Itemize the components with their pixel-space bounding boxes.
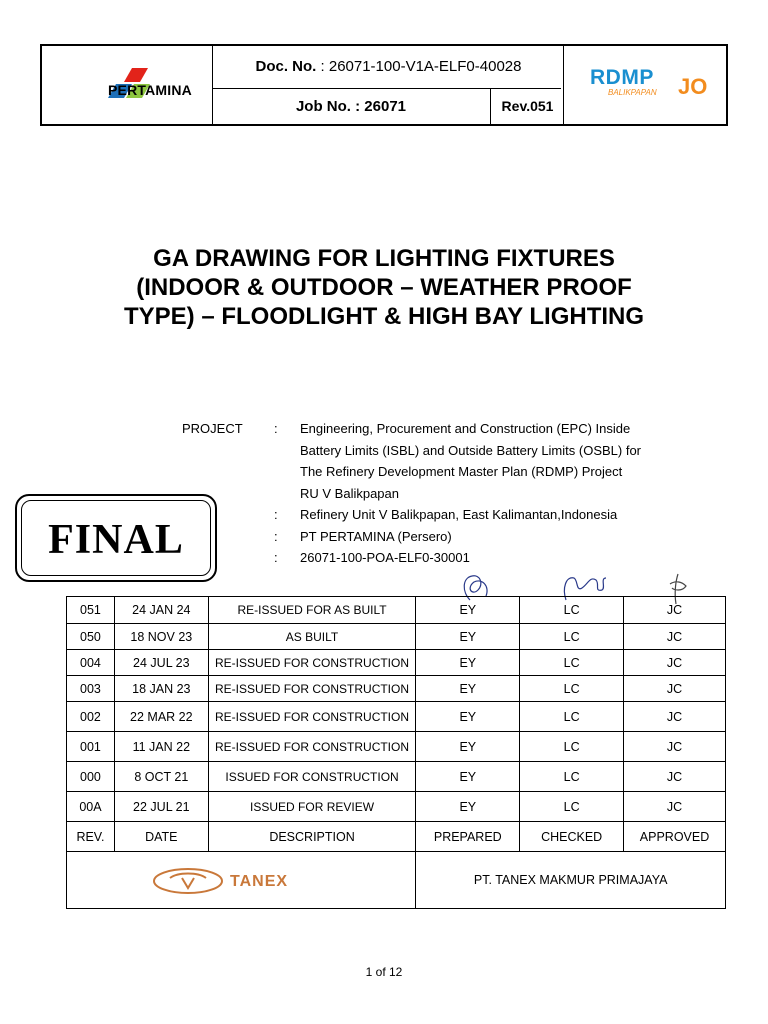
stamp-text: FINAL	[48, 517, 184, 563]
info-colon: :	[274, 550, 278, 565]
date-cell: 22 JUL 21	[114, 792, 208, 822]
header-prepared: PREPARED	[416, 822, 520, 852]
info-value-line: RU V Balikpapan	[300, 485, 399, 501]
date-cell: 18 JAN 23	[114, 676, 208, 702]
title-line: GA DRAWING FOR LIGHTING FIXTURES	[153, 245, 615, 272]
info-value-line: 26071-100-POA-ELF0-30001	[300, 550, 470, 565]
info-row-po	[182, 547, 670, 569]
table-row	[67, 597, 726, 624]
approved-cell: JC	[624, 676, 726, 702]
job-number-value: : 26071	[355, 98, 407, 115]
description-cell: RE-ISSUED FOR CONSTRUCTION	[208, 732, 416, 762]
company-name: PERTAMINA	[108, 82, 192, 98]
balikpapan-logo-text: BALIKPAPAN	[608, 88, 657, 97]
rev-cell: 051	[67, 597, 115, 624]
header-date: DATE	[114, 822, 208, 852]
checked-cell: LC	[520, 762, 624, 792]
approved-cell: JC	[624, 650, 726, 676]
info-value-line: The Refinery Development Master Plan (RDMP) Project	[300, 464, 623, 479]
approved-cell: JC	[624, 624, 726, 650]
approved-cell: JC	[624, 702, 726, 732]
checked-cell: LC	[520, 597, 624, 624]
info-value	[300, 418, 670, 504]
info-colon: :	[274, 528, 278, 544]
date-cell: 11 JAN 22	[114, 732, 208, 762]
description-cell: AS BUILT	[208, 624, 416, 650]
info-value-line: Refinery Unit V Balikpapan, East Kalimantan,Indonesia	[300, 507, 618, 522]
description-cell: ISSUED FOR REVIEW	[208, 792, 416, 822]
info-value-line: Battery Limits (ISBL) and Outside Battery Limits (OSBL) for	[300, 442, 642, 458]
description-cell: ISSUED FOR CONSTRUCTION	[208, 762, 416, 792]
header-rev: REV.	[67, 822, 115, 852]
doc-number	[212, 58, 565, 75]
job-number	[212, 98, 490, 115]
prepared-cell: EY	[416, 732, 520, 762]
table-row	[67, 650, 726, 676]
description-cell: RE-ISSUED FOR CONSTRUCTION	[208, 702, 416, 732]
checked-cell: LC	[520, 676, 624, 702]
table-row	[67, 732, 726, 762]
date-cell: 24 JAN 24	[114, 597, 208, 624]
description-cell: RE-ISSUED FOR AS BUILT	[208, 597, 416, 624]
title-line: TYPE) – FLOODLIGHT & HIGH BAY LIGHTING	[123, 303, 645, 330]
info-value-line: Engineering, Procurement and Construction (EPC) Inside	[300, 421, 631, 436]
project-info	[182, 418, 670, 569]
prepared-cell: EY	[416, 597, 520, 624]
prepared-cell: EY	[416, 650, 520, 676]
date-cell: 24 JUL 23	[114, 650, 208, 676]
checked-cell: LC	[520, 732, 624, 762]
header-checked: CHECKED	[520, 822, 624, 852]
page-number: 1 of 12	[365, 965, 403, 979]
header-divider	[212, 88, 561, 89]
info-key: PROJECT	[182, 421, 243, 436]
prepared-cell: EY	[416, 702, 520, 732]
checked-cell: LC	[520, 792, 624, 822]
date-cell: 8 OCT 21	[114, 762, 208, 792]
approved-cell: JC	[624, 792, 726, 822]
table-header-row	[67, 822, 726, 852]
table-row	[67, 676, 726, 702]
rev-cell: 004	[67, 650, 115, 676]
contractor-name: PT. TANEX MAKMUR PRIMAJAYA	[416, 852, 726, 909]
description-cell: RE-ISSUED FOR CONSTRUCTION	[208, 676, 416, 702]
header-description: DESCRIPTION	[208, 822, 416, 852]
doc-number-value: : 26071-100-V1A-ELF0-40028	[320, 58, 522, 75]
final-stamp	[15, 494, 217, 582]
date-cell: 18 NOV 23	[114, 624, 208, 650]
table-row	[67, 624, 726, 650]
rdmp-logo-text: RDMP	[590, 66, 654, 89]
info-value-line: PT PERTAMINA (Persero)	[300, 528, 452, 544]
info-colon: :	[274, 507, 278, 522]
info-colon: :	[274, 421, 278, 436]
info-row-location	[182, 504, 670, 526]
checked-cell: LC	[520, 702, 624, 732]
checked-cell: LC	[520, 624, 624, 650]
prepared-cell: EY	[416, 792, 520, 822]
info-row-owner	[182, 526, 670, 548]
title-line: (INDOOR & OUTDOOR – WEATHER PROOF	[136, 274, 632, 301]
rev-cell: 003	[67, 676, 115, 702]
rev-cell: 00A	[67, 792, 115, 822]
checked-cell: LC	[520, 650, 624, 676]
header-approved: APPROVED	[624, 822, 726, 852]
date-cell: 22 MAR 22	[114, 702, 208, 732]
table-row	[67, 792, 726, 822]
prepared-cell: EY	[416, 624, 520, 650]
description-cell: RE-ISSUED FOR CONSTRUCTION	[208, 650, 416, 676]
rev-cell: 050	[67, 624, 115, 650]
table-row	[67, 702, 726, 732]
rev-cell: 001	[67, 732, 115, 762]
job-number-label: Job No.	[295, 98, 351, 115]
approved-cell: JC	[624, 732, 726, 762]
approved-cell: JC	[624, 597, 726, 624]
rev-cell: 002	[67, 702, 115, 732]
rev-cell: 000	[67, 762, 115, 792]
rdmp-jo-logo	[590, 66, 708, 99]
tanex-logo-text: TANEX	[230, 873, 289, 890]
document-title	[40, 244, 728, 331]
approved-cell: JC	[624, 762, 726, 792]
jo-logo-text: JO	[678, 74, 708, 99]
prepared-cell: EY	[416, 762, 520, 792]
info-row-project	[182, 418, 670, 504]
revision-table	[66, 596, 726, 909]
tanex-logo-icon	[152, 866, 332, 896]
prepared-cell: EY	[416, 676, 520, 702]
document-header	[40, 44, 728, 126]
tanex-logo	[152, 866, 332, 901]
revision-label: Rev.051	[501, 98, 554, 114]
doc-number-label: Doc. No.	[255, 58, 317, 75]
table-row	[67, 762, 726, 792]
